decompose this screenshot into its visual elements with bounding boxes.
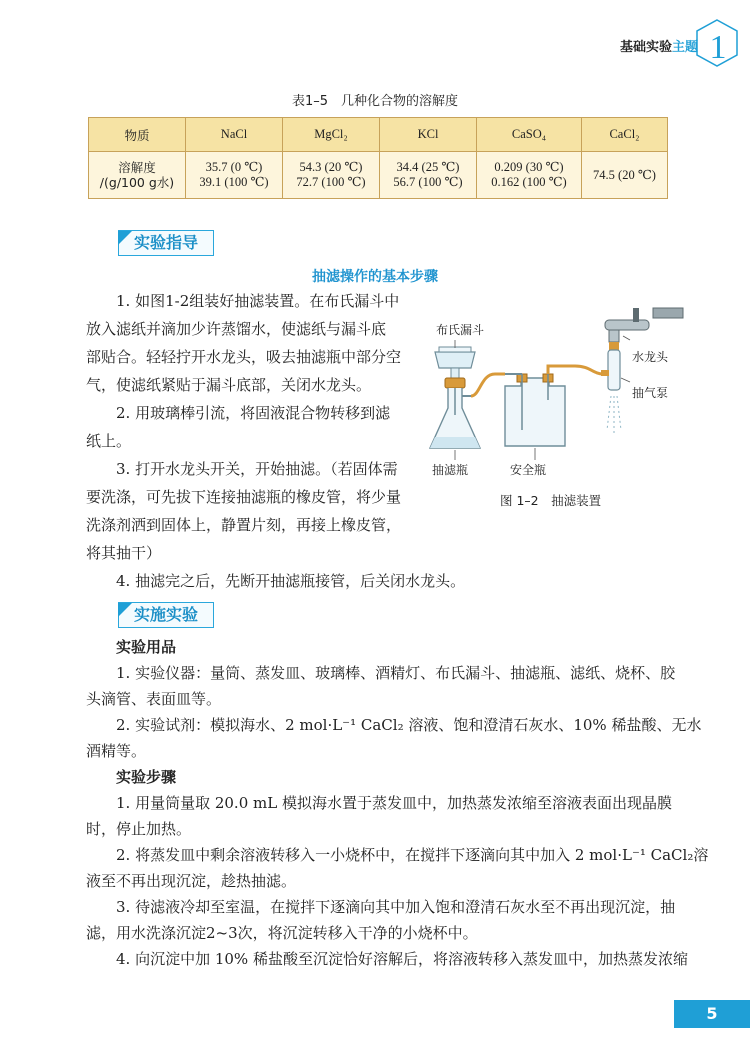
section-corner-icon bbox=[118, 603, 132, 617]
faucet-icon bbox=[605, 308, 683, 342]
table-cell bbox=[582, 152, 668, 199]
section-corner-icon bbox=[118, 231, 132, 245]
table-header-cell: 物质 bbox=[89, 118, 186, 152]
table-header-cell: CaCl₂ bbox=[582, 118, 668, 152]
cell-line: 54.3 (20 ℃) bbox=[299, 160, 363, 174]
steps-line: 3. 待滤液冷却至室温，在搅拌下逐滴向其中加入饱和澄清石灰水至不再出现沉淀，抽 bbox=[116, 898, 676, 916]
cell-line: 74.5 (20 ℃) bbox=[593, 167, 656, 182]
guide-line: 3. 打开水龙头开关，开始抽滤。（若固体需 bbox=[116, 460, 398, 478]
section-title-implement: 实施实验 bbox=[118, 602, 214, 628]
theme-number: 1 bbox=[709, 29, 727, 66]
row-label-line: 溶解度 bbox=[118, 160, 156, 175]
filter-flask-icon bbox=[430, 378, 480, 448]
header-label: 基础实验 bbox=[619, 40, 672, 55]
label-buchner-funnel: 布氏漏斗 bbox=[436, 323, 485, 337]
guide-line: 洗涤剂洒到固体上，静置片刻，再接上橡皮管， bbox=[86, 516, 402, 534]
materials-line: 头滴管、表面皿等。 bbox=[86, 690, 222, 708]
buchner-funnel-icon bbox=[435, 347, 475, 378]
safety-bottle-icon bbox=[505, 374, 565, 446]
cell-line: 72.7 (100 ℃) bbox=[296, 175, 366, 189]
guide-line: 1. 如图1-2组装好抽滤装置。在布氏漏斗中 bbox=[116, 292, 400, 310]
table-header-cell: CaSO₄ bbox=[477, 118, 582, 152]
steps-line: 4. 向沉淀中加 10% 稀盐酸至沉淀恰好溶解后，将溶液转移入蒸发皿中，加热蒸发浓缩 bbox=[116, 950, 688, 968]
guide-subtitle: 抽滤操作的基本步骤 bbox=[312, 269, 438, 285]
steps-line: 1. 用量筒量取 20.0 mL 模拟海水置于蒸发皿中，加热蒸发浓缩至溶液表面出现晶膜 bbox=[116, 794, 672, 812]
materials-heading: 实验用品 bbox=[116, 638, 177, 656]
table-row-label bbox=[89, 152, 186, 199]
materials-line: 2. 实验试剂：模拟海水、2 mol·L⁻¹ CaCl₂ 溶液、饱和澄清石灰水、10% 稀盐酸、无水 bbox=[116, 716, 702, 734]
table-cell bbox=[283, 152, 380, 199]
solubility-table bbox=[88, 117, 668, 199]
section-title-guide: 实验指导 bbox=[118, 230, 214, 256]
guide-line: 2. 用玻璃棒引流，将固液混合物转移到滤 bbox=[116, 404, 391, 422]
cell-line: 35.7 (0 ℃) bbox=[205, 160, 263, 174]
table-header-cell: NaCl bbox=[186, 118, 283, 152]
figure-caption: 图 1–2 抽滤装置 bbox=[500, 493, 602, 508]
table-row bbox=[89, 152, 668, 199]
guide-line: 气，使滤纸紧贴于漏斗底部，关闭水龙头。 bbox=[86, 376, 372, 394]
table-header-cell: MgCl₂ bbox=[283, 118, 380, 152]
cell-line: 56.7 (100 ℃) bbox=[393, 175, 463, 189]
guide-steps-block bbox=[86, 287, 466, 595]
table-header-row bbox=[89, 118, 668, 152]
page-number: 5 bbox=[674, 1000, 750, 1028]
guide-line: 4. 抽滤完之后，先断开抽滤瓶接管，后关闭水龙头。 bbox=[116, 572, 466, 590]
cell-line: 0.209 (30 ℃) bbox=[494, 160, 564, 174]
cell-line: 0.162 (100 ℃) bbox=[491, 175, 567, 189]
label-filter-flask: 抽滤瓶 bbox=[432, 463, 469, 477]
table-caption: 表1–5 几种化合物的溶解度 bbox=[291, 94, 459, 109]
guide-line: 纸上。 bbox=[86, 432, 132, 450]
steps-heading: 实验步骤 bbox=[116, 768, 177, 786]
table-cell bbox=[477, 152, 582, 199]
steps-line: 2. 将蒸发皿中剩余溶液转移入一小烧杯中，在搅拌下逐滴向其中加入 2 mol·L⁻¹ CaCl₂溶 bbox=[116, 846, 709, 864]
header-theme: 主题 bbox=[671, 40, 698, 55]
table-header-cell: KCl bbox=[380, 118, 477, 152]
steps-line: 滤，用水洗涤沉淀2~3次，将沉淀转移入干净的小烧杯中。 bbox=[86, 924, 478, 942]
aspirator-pump-icon bbox=[601, 342, 621, 435]
guide-line: 部贴合。轻轻拧开水龙头，吸去抽滤瓶中部分空 bbox=[86, 348, 402, 366]
table-cell bbox=[380, 152, 477, 199]
row-label-line: /(g/100 g水) bbox=[99, 175, 175, 190]
cell-line: 34.4 (25 ℃) bbox=[396, 160, 460, 174]
cell-line: 39.1 (100 ℃) bbox=[199, 175, 269, 189]
label-faucet: 水龙头 bbox=[632, 350, 669, 364]
label-safety-bottle: 安全瓶 bbox=[510, 463, 547, 477]
table-cell bbox=[186, 152, 283, 199]
materials-line: 1. 实验仪器：量筒、蒸发皿、玻璃棒、酒精灯、布氏漏斗、抽滤瓶、滤纸、烧杯、胶 bbox=[116, 664, 676, 682]
materials-line: 酒精等。 bbox=[86, 742, 147, 760]
label-pump: 抽气泵 bbox=[632, 386, 669, 400]
theme-hexagon-icon bbox=[694, 18, 740, 68]
guide-line: 放入滤纸并滴加少许蒸馏水，使滤纸与漏斗底 bbox=[86, 320, 387, 338]
steps-line: 液至不再出现沉淀，趁热抽滤。 bbox=[86, 872, 297, 890]
guide-line: 将其抽干） bbox=[86, 544, 162, 562]
implement-block bbox=[86, 634, 709, 972]
steps-line: 时，停止加热。 bbox=[86, 820, 192, 838]
guide-line: 要洗涤，可先拔下连接抽滤瓶的橡皮管，将少量 bbox=[86, 488, 402, 506]
